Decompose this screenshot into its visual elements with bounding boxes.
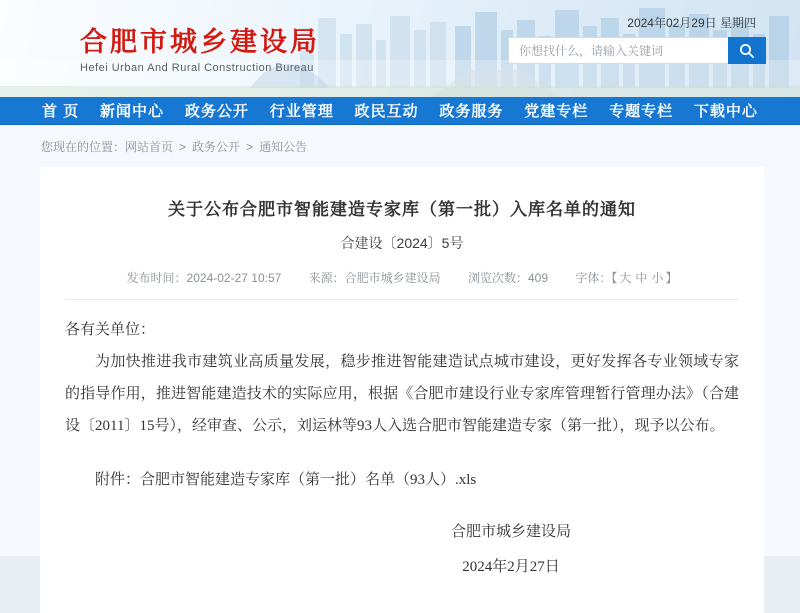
breadcrumb-prefix: 您现在的位置： <box>41 140 126 154</box>
font-size-small[interactable]: 小 <box>651 271 664 285</box>
document-number: 合建设〔2024〕5号 <box>340 235 464 251</box>
article-meta <box>65 269 739 300</box>
nav-item-party[interactable]: 党建专栏 <box>524 103 589 120</box>
signature-org: 合肥市城乡建设局 <box>450 524 571 540</box>
article-card <box>40 167 764 613</box>
breadcrumb-notices[interactable]: 通知公告 <box>259 140 308 154</box>
salutation: 各有关单位： <box>65 322 156 338</box>
search-button[interactable] <box>728 37 766 64</box>
body-paragraph: 为加快推进我市建筑业高质量发展，稳步推进智能建造试点城市建设，更好发挥各专业领域专家的指导作用，推进智能建造技术的实际应用，根据《合肥市建设行业专家库管理暂行管理办法》（合建设〔2011〕15号），经审查、公示，刘运林等93人入选合肥市智能建造专家（第一批），现予以公布。 <box>65 354 739 434</box>
site-subtitle: Hefei Urban And Rural Construction Bureau <box>80 62 314 74</box>
nav-item-home[interactable]: 首 页 <box>42 103 80 120</box>
search-bar <box>508 37 766 64</box>
nav-item-topics[interactable]: 专题专栏 <box>609 103 674 120</box>
search-input[interactable] <box>508 37 728 64</box>
signature-date: 2024年2月27日 <box>462 559 560 575</box>
current-date: 2024年02月29日 星期四 <box>627 16 756 30</box>
nav-item-downloads[interactable]: 下载中心 <box>693 103 758 120</box>
font-size-label-close: 】 <box>665 271 678 285</box>
breadcrumb-separator: > <box>179 140 187 154</box>
nav-item-gov-affairs[interactable]: 政务公开 <box>184 103 249 120</box>
search-icon <box>739 43 755 59</box>
source: 来源：合肥市城乡建设局 <box>308 271 441 285</box>
font-size-control <box>575 271 677 285</box>
site-header <box>0 0 800 97</box>
font-size-large[interactable]: 大 <box>619 271 632 285</box>
article-title: 关于公布合肥市智能建造专家库（第一批）入库名单的通知 <box>168 200 636 219</box>
nav-item-news[interactable]: 新闻中心 <box>100 103 165 120</box>
nav-item-industry[interactable]: 行业管理 <box>269 103 334 120</box>
site-title: 合肥市城乡建设局 <box>80 27 320 57</box>
publish-time: 发布时间：2024-02-27 10:57 <box>126 271 282 285</box>
nav-item-interaction[interactable]: 政民互动 <box>354 103 419 120</box>
breadcrumb-home[interactable]: 网站首页 <box>125 140 174 154</box>
view-count: 浏览次数：409 <box>468 271 549 285</box>
attachment-link[interactable]: 附件：合肥市智能建造专家库（第一批）名单（93人）.xls <box>95 472 477 488</box>
breadcrumb <box>0 125 800 167</box>
font-size-label: 字体：【 <box>575 271 618 285</box>
font-size-medium[interactable]: 中 <box>635 271 648 285</box>
nav-item-services[interactable]: 政务服务 <box>439 103 504 120</box>
article-body <box>65 314 739 583</box>
signature-block <box>401 516 621 583</box>
breadcrumb-gov-affairs[interactable]: 政务公开 <box>192 140 241 154</box>
main-nav <box>0 97 800 125</box>
breadcrumb-separator: > <box>246 140 254 154</box>
site-logo <box>80 20 320 74</box>
